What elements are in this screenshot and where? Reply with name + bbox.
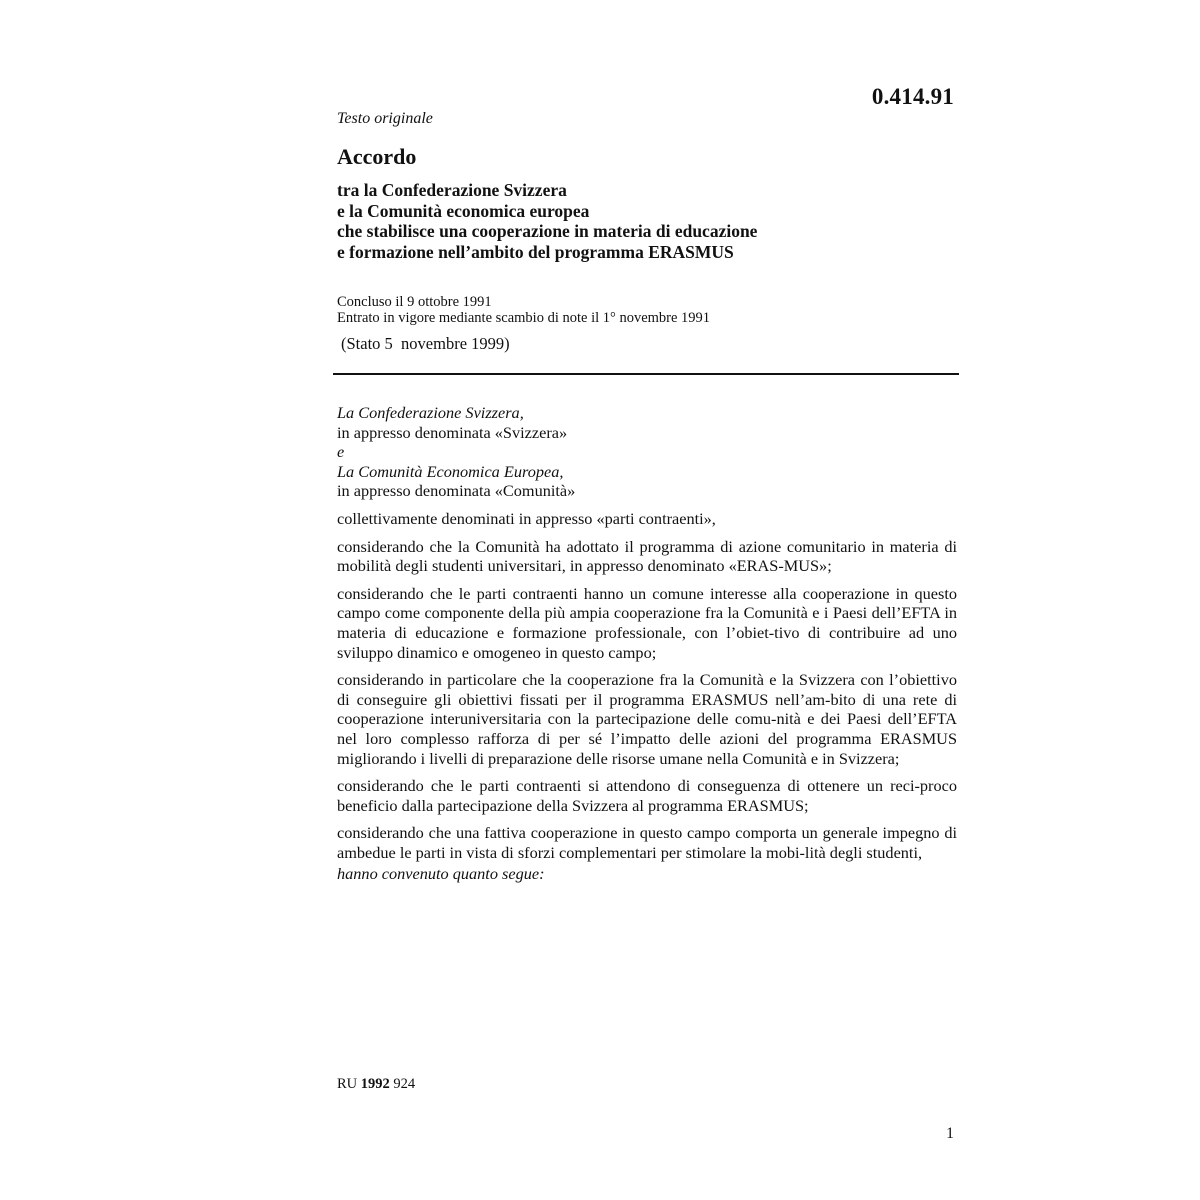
status-date: (Stato 5 novembre 1999) [341, 334, 510, 353]
concluded-date: Concluso il 9 ottobre 1991 [337, 294, 492, 310]
subtitle-line: e formazione nell’ambito del programma ERASMUS [337, 241, 734, 262]
document-subtitle [337, 180, 957, 262]
party-name: La Confederazione Svizzera, [337, 403, 524, 422]
ru-prefix: RU [337, 1076, 358, 1092]
party-conjunction: e [337, 442, 345, 462]
header-divider [333, 373, 959, 375]
subtitle-line: tra la Confederazione Svizzera [337, 180, 567, 200]
ru-year: 1992 [360, 1076, 390, 1092]
document-body [337, 403, 957, 884]
document-dates [337, 294, 957, 326]
document-title: Accordo [337, 144, 417, 169]
document-number: 0.414.91 [871, 84, 954, 109]
preamble-paragraph: considerando che le parti contraenti hanno un comune interesse alla cooperazione in questo campo come componente della più ampia cooperazione fra la Comunità e i Paesi dell’EFTA in materia di educazione e formazione professionale, con l’obiet-tivo di contribuire ad uno sviluppo dinamico e omogeneo in questo campo; [337, 583, 957, 662]
preamble-paragraph: considerando che una fattiva cooperazione in questo campo comporta un generale impegno di ambedue le parti in vista di sforzi complementari per stimolare la mobi-lità degli studenti, [337, 823, 957, 862]
preamble-paragraph: collettivamente denominati in appresso «parti contraenti», [337, 508, 716, 528]
preamble-paragraph: considerando che la Comunità ha adottato il programma di azione comunitario in materia di mobilità degli studenti universitari, in appresso denominato «ERAS-MUS»; [337, 536, 957, 576]
party-name: La Comunità Economica Europea, [337, 461, 564, 481]
official-collection-reference [337, 1076, 957, 1093]
original-text-label: Testo originale [337, 110, 433, 127]
subtitle-line: che stabilisce una cooperazione in materia di educazione [337, 221, 758, 241]
ru-page: 924 [393, 1076, 416, 1092]
party-alias: in appresso denominata «Svizzera» [337, 422, 568, 442]
party-alias: in appresso denominata «Comunità» [337, 481, 576, 501]
in-force-date: Entrato in vigore mediante scambio di note il 1° novembre 1991 [337, 310, 711, 326]
preamble-paragraph: considerando che le parti contraenti si attendono di conseguenza di ottenere un reci-proco beneficio dalla partecipazione della Svizzera al programma ERASMUS; [337, 776, 957, 815]
preamble [337, 509, 957, 884]
subtitle-line: e la Comunità economica europea [337, 200, 590, 221]
closing-formula: hanno convenuto quanto segue: [337, 864, 545, 884]
page-number: 1 [946, 1125, 954, 1142]
preamble-paragraph: considerando in particolare che la cooperazione fra la Comunità e la Svizzera con l’obiettivo di conseguire gli obiettivi fissati per il programma ERASMUS nell’am-bito di una rete di cooperazione interuniversitaria con la partecipazione delle comu-nità e dei Paesi dell’EFTA nel loro complesso rafforza di per sé l’impatto delle azioni del programma ERASMUS migliorando i livelli di preparazione delle risorse umane nella Comunità e in Svizzera; [337, 670, 957, 768]
